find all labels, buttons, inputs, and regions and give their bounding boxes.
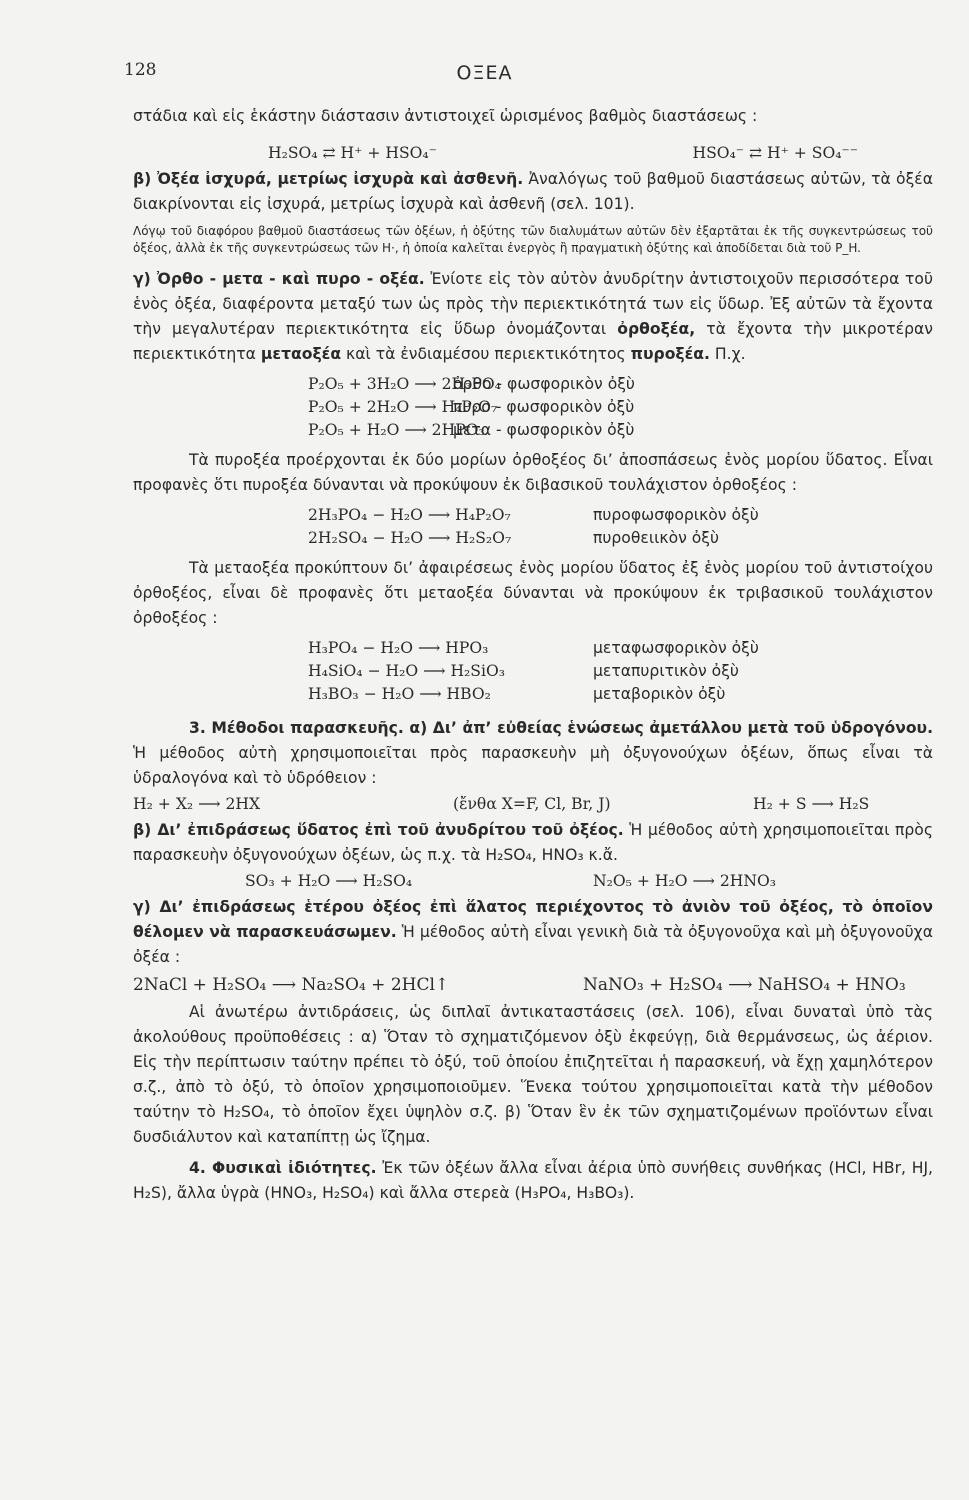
- section-c-heading: γ) Ὀρθο - μετα - καὶ πυρο - οξέα.: [133, 270, 425, 288]
- equation-row: H₃BO₃ − H₂O ⟶ HBO₂ μεταβορικὸν ὀξὺ: [308, 685, 726, 703]
- pyro-paragraph: Τὰ πυροξέα προέρχονται ἐκ δύο μορίων ὀρθοξέος δι’ ἀποσπάσεως ἑνὸς μορίου ὕδατος. Εἶναι προφανὲς ὅτι πυροξέα δύνανται νὰ προκύψουν ἐκ διβασικοῦ τουλάχιστον ὀρθοξέος :: [133, 451, 933, 494]
- section-3b-paragraph: β) Δι’ ἐπιδράσεως ὕδατος ἐπὶ τοῦ ἀνυδρίτου τοῦ ὀξέος. Ἡ μέθοδος αὐτὴ χρησιμοποιεῖται πρὸς παρασκευὴν ὀξυγονούχων ὀξέων, ὡς π.χ. τὰ H₂SO₄, HNO₃ κ.ἄ.: [133, 821, 933, 864]
- equation-row: 2H₂SO₄ − H₂O ⟶ H₂S₂O₇ πυροθειικὸν ὀξὺ: [308, 529, 720, 547]
- salt-equations: 2NaCl + H₂SO₄ ⟶ Na₂SO₄ + 2HCl↑ NaNO₃ + H₂SO₄ ⟶ NaHSO₄ + HNO₃: [133, 975, 906, 995]
- section-4-paragraph: 4. Φυσικαὶ ἰδιότητες. Ἐκ τῶν ὀξέων ἄλλα εἶναι ἀέρια ὑπὸ συνήθεις συνθήκας (HCl, HBr, HJ, H₂S), ἄλλα ὑγρὰ (HNO₃, H₂SO₄) καὶ ἄλλα στερεὰ (H₃PO₄, H₃BO₃).: [133, 1159, 933, 1202]
- page-number: 128: [124, 60, 157, 80]
- section-3-paragraph: 3. Μέθοδοι παρασκευῆς. α) Δι’ ἀπ’ εὐθείας ἑνώσεως ἀμετάλλου μετὰ τοῦ ὑδρογόνου. Ἡ μέθοδος αὐτὴ χρησιμοποιεῖται πρὸς παρασκευὴν μὴ ὀξυγονούχων ὀξέων, ὅπως εἶναι τὰ ὑδραλογόνα καὶ τὸ ὑδρόθειον :: [133, 719, 933, 787]
- equation-row: H₃PO₄ − H₂O ⟶ HPO₃ μεταφωσφορικὸν ὀξὺ: [308, 639, 759, 657]
- equation-right: HSO₄⁻ ⇄ H⁺ + SO₄⁻⁻: [692, 144, 858, 162]
- pyro-equations: [133, 504, 933, 550]
- section-b-heading: β) Ὀξέα ἰσχυρά, μετρίως ἰσχυρὰ καὶ ἀσθενῆ.: [133, 170, 524, 188]
- phosphoric-equations: [133, 373, 933, 442]
- intro-paragraph: στάδια καὶ εἰς ἑκάστην διάστασιν ἀντιστοιχεῖ ὡρισμένος βαθμὸς διαστάσεως :: [133, 107, 758, 125]
- section-3-heading: 3. Μέθοδοι παρασκευῆς.: [189, 719, 404, 737]
- anhydride-equations: SO₃ + H₂O ⟶ H₂SO₄ N₂O₅ + H₂O ⟶ 2HNO₃: [245, 872, 777, 890]
- meta-paragraph: Τὰ μεταοξέα προκύπτουν δι’ ἀφαιρέσεως ἑνὸς μορίου ὕδατος ἐξ ἑνὸς μορίου τοῦ ἀντιστοίχου ὀρθοξέος, εἶναι δὲ προφανὲς ὅτι μεταοξέα δύνανται νὰ προκύψουν ἐκ τριβασικοῦ τουλάχιστον ὀρθοξέος :: [133, 559, 933, 627]
- section-b-paragraph: β) Ὀξέα ἰσχυρά, μετρίως ἰσχυρὰ καὶ ἀσθενῆ. Ἀναλόγως τοῦ βαθμοῦ διαστάσεως αὐτῶν, τὰ ὀξέα διακρίνονται εἰς ἰσχυρά, μετρίως ἰσχυρὰ καὶ ἀσθενῆ (σελ. 101).: [133, 170, 933, 213]
- section-4-heading: 4. Φυσικαὶ ἰδιότητες.: [189, 1159, 377, 1177]
- equation-row: P₂O₅ + H₂O ⟶ 2HPO₃ μετα - φωσφορικὸν ὀξὺ: [308, 421, 635, 439]
- section-c-paragraph: γ) Ὀρθο - μετα - καὶ πυρο - οξέα. Ἐνίοτε εἰς τὸν αὐτὸν ἀνυδρίτην ἀντιστοιχοῦν περισσότερα τοῦ ἑνὸς ὀξέα, διαφέροντα μεταξύ των ὡς πρὸς τὴν περιεκτικότητά των εἰς ὕδωρ. Ἐξ αὐτῶν τὰ ἔχοντα τὴν μεγαλυτέραν περιεκτικότητα εἰς ὕδωρ ὀνομάζονται ὀρθοξέα, τὰ ἔχοντα τὴν μικροτέραν περιεκτικότητα μεταοξέα καὶ τὰ ἐνδιαμέσου περιεκτικότητος πυροξέα. Π.χ.: [133, 270, 933, 363]
- conditions-paragraph: Αἱ ἀνωτέρω ἀντιδράσεις, ὡς διπλαῖ ἀντικαταστάσεις (σελ. 106), εἶναι δυναταὶ ὑπὸ τὰς ἀκολούθους προϋποθέσεις : α) Ὅταν τὸ σχηματιζόμενον ὀξὺ ἐκφεύγῃ, διὰ θερμάνσεως, ὡς ἀέριον. Εἰς τὴν περίπτωσιν ταύτην πρέπει τὸ ὀξύ, τοῦ ὁποίου ἐπιζητεῖται ἡ παρασκευή, νὰ ἔχῃ χαμηλότερον σ.ζ., ἀπὸ τὸ ὀξύ, τὸ ὁποῖον χρησιμοποιοῦμεν. Ἕνεκα τούτου χρησιμοποιεῖται κατὰ τὴν μέθοδον ταύτην τὸ H₂SO₄, τὸ ὁποῖον ἔχει ὑψηλὸν σ.ζ. β) Ὅταν ἓν ἐκ τῶν σχηματιζομένων προϊόντων εἶναι δυσδιάλυτον καὶ καταπίπτῃ ὡς ἴζημα.: [133, 1003, 933, 1146]
- equation-row: P₂O₅ + 2H₂O ⟶ H₄P₂O₇ πυρο - φωσφορικὸν ὀξὺ: [308, 398, 635, 416]
- equation-row: H₄SiO₄ − H₂O ⟶ H₂SiO₃ μεταπυριτικὸν ὀξὺ: [308, 662, 739, 680]
- page-title: ΟΞΕΑ: [456, 62, 513, 84]
- meta-equations: [133, 637, 933, 706]
- equation-row: 2H₃PO₄ − H₂O ⟶ H₄P₂O₇ πυροφωσφορικὸν ὀξὺ: [308, 506, 759, 524]
- equation-row: P₂O₅ + 3H₂O ⟶ 2H₃PO₄ ὀρθο - φωσφορικὸν ὀξὺ: [308, 375, 635, 393]
- equation-left: H₂SO₄ ⇄ H⁺ + HSO₄⁻: [268, 144, 437, 162]
- dissociation-equations: [133, 139, 933, 167]
- section-3c-paragraph: γ) Δι’ ἐπιδράσεως ἑτέρου ὀξέος ἐπὶ ἅλατος περιέχοντος τὸ ἀνιὸν τοῦ ὀξέος, τὸ ὁποῖον θέλομεν νὰ παρασκευάσωμεν. Ἡ μέθοδος αὐτὴ εἶναι γενικὴ διὰ τὰ ὀξυγονοῦχα καὶ μὴ ὀξυγονοῦχα ὀξέα :: [133, 898, 933, 966]
- page-body: [133, 104, 933, 1206]
- page-header: [0, 60, 969, 90]
- footnote: Λόγῳ τοῦ διαφόρου βαθμοῦ διαστάσεως τῶν ὀξέων, ἡ ὀξύτης τῶν διαλυμάτων αὐτῶν δὲν ἐξαρτᾶται ἐκ τῆς συγκεντρώσεως τοῦ ὀξέος, ἀλλὰ ἐκ τῆς συγκεντρώσεως τῶν H·, ἡ ὁποία καλεῖται ἐνεργὸς ἢ πραγματικὴ ὀξύτης καὶ ἀποδίδεται διὰ τοῦ P_H.: [133, 224, 933, 255]
- hydrogen-equations: H₂ + X₂ ⟶ 2HX (ἔνθα X=F, Cl, Br, J) H₂ + S ⟶ H₂S: [133, 795, 870, 813]
